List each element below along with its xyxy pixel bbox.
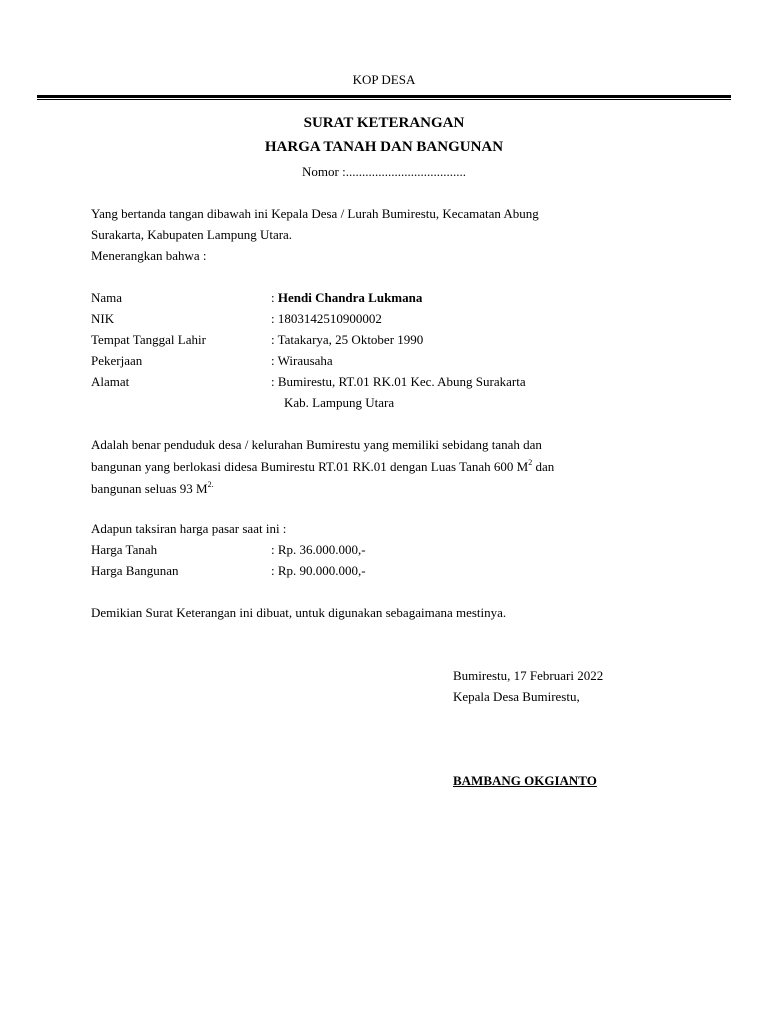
intro-line-1: Yang bertanda tangan dibawah ini Kepala Desa / Lurah Bumirestu, Kecamatan Abung [91,206,539,221]
alamat-value-1: : Bumirestu, RT.01 RK.01 Kec. Abung Surakarta [271,374,526,389]
intro-line-3: Menerangkan bahwa : [91,248,207,263]
closing-statement: Demikian Surat Keterangan ini dibuat, untuk digunakan sebagaimana mestinya. [91,605,507,620]
alamat-value-2: Kab. Lampung Utara [284,395,395,410]
statement-line-2-sup: 2 [528,458,533,467]
harga-tanah-value: : Rp. 36.000.000,- [271,542,366,557]
statement-line-2 [91,459,554,475]
statement-line-3-text: bangunan seluas 93 M [91,481,208,496]
letterhead-label: KOP DESA [352,72,416,87]
signature-position: Kepala Desa Bumirestu, [453,689,580,704]
valuation-intro: Adapun taksiran harga pasar saat ini : [91,521,287,536]
pekerjaan-value: : Wirausaha [271,353,333,368]
pekerjaan-label: Pekerjaan [91,353,143,368]
statement-line-2-text: bangunan yang berlokasi didesa Bumirestu RT.01 RK.01 dengan Luas Tanah 600 M [91,459,529,474]
signature-name: BAMBANG OKGIANTO [453,773,597,788]
alamat-label: Alamat [91,374,130,389]
letterhead-rule-thin [37,99,731,100]
harga-bangunan-value: : Rp. 90.000.000,- [271,563,366,578]
letter-subtitle: HARGA TANAH DAN BANGUNAN [264,139,504,155]
nik-value: : 1803142510900002 [271,311,382,326]
statement-line-2-tail: dan [532,459,555,474]
nama-colon: : [271,290,278,305]
letter-title: SURAT KETERANGAN [303,115,465,131]
harga-tanah-label: Harga Tanah [91,542,158,557]
statement-line-3-sup: 2. [207,480,214,489]
statement-line-3 [91,481,214,497]
statement-line-1: Adalah benar penduduk desa / kelurahan Bumirestu yang memiliki sebidang tanah dan [91,437,542,452]
nama-label: Nama [91,290,123,305]
harga-bangunan-label: Harga Bangunan [91,563,179,578]
letterhead-rule-thick [37,95,731,98]
nama-field [271,290,422,306]
letter-number: Nomor :..................................... [302,164,466,179]
nik-label: NIK [91,311,115,326]
signature-place-date: Bumirestu, 17 Februari 2022 [453,668,604,683]
intro-line-2: Surakarta, Kabupaten Lampung Utara. [91,227,293,242]
ttl-label: Tempat Tanggal Lahir [91,332,206,347]
ttl-value: : Tatakarya, 25 Oktober 1990 [271,332,424,347]
nama-value: Hendi Chandra Lukmana [277,290,423,305]
